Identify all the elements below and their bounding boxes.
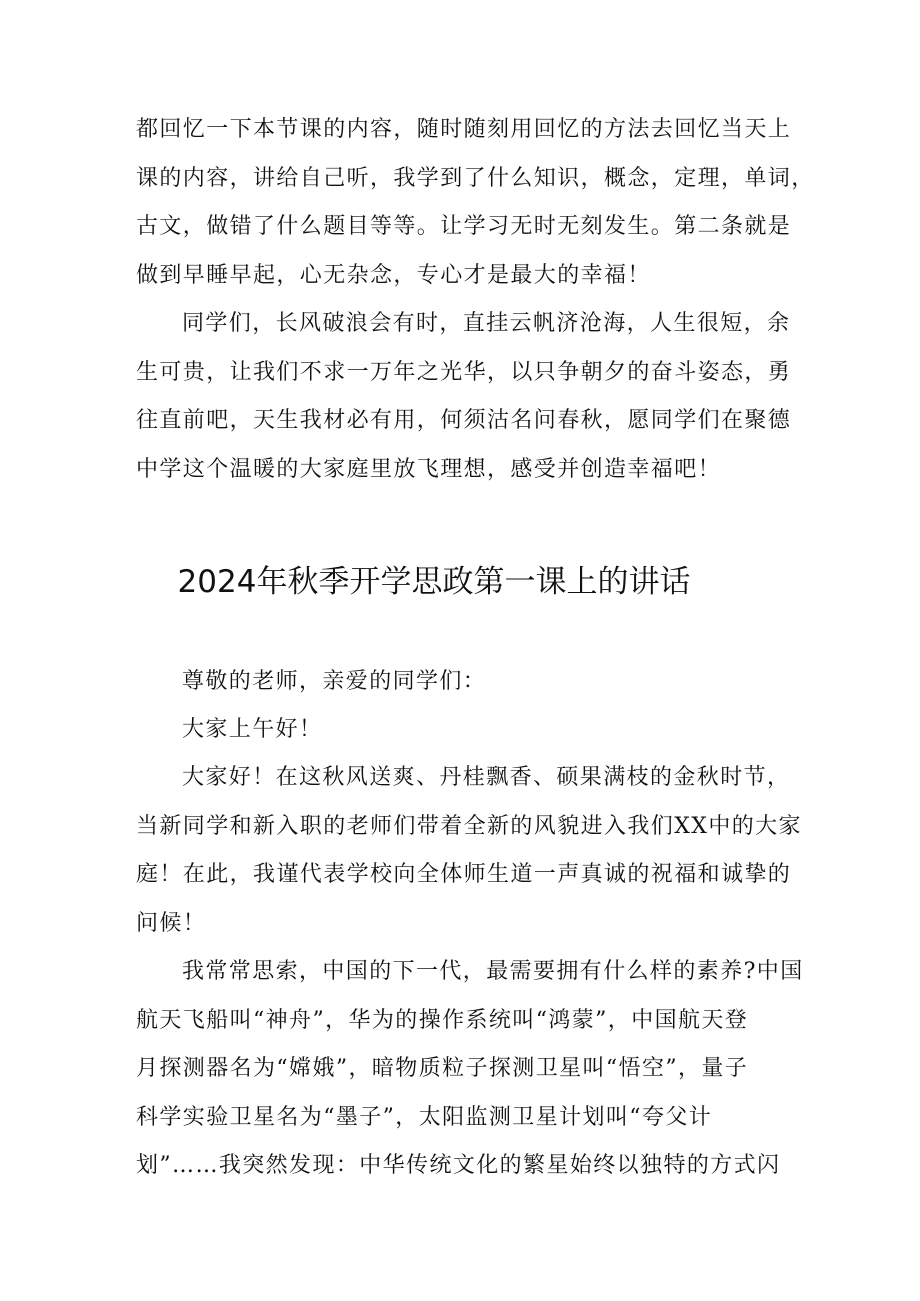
paragraph-line: 月探测器名为“嫦娥”，暗物质粒子探测卫星叫“悟空”，量子 [136,1056,749,1081]
paragraph-line: 做到早睡早起，心无杂念，专心才是最大的幸福！ [136,262,651,288]
paragraph-line: 都回忆一下本节课的内容，随时随刻用回忆的方法去回忆当天上 [136,117,792,142]
paragraph-line: 大家好！在这秋风送爽、丹桂飘香、硕果满枝的金秋时节， [182,765,791,790]
greeting-text: 大家上午好！ [182,717,323,742]
salutation-text: 尊敬的老师，亲爱的同学们： [182,669,487,694]
greeting-paragraph [136,706,788,755]
paragraph-line: 问候！ [136,910,207,936]
paragraph-line: 划”……我突然发现：中华传统文化的繁星始终以独特的方式闪 [136,1153,781,1178]
paragraph-line: 生可贵，让我们不求一万年之光华，以只争朝夕的奋斗姿态，勇 [136,359,792,385]
paragraph-line: 科学实验卫星名为“墨子”，太阳监测卫星计划叫“夸父计 [136,1104,713,1130]
paragraph-line: 航天飞船叫“神舟”，华为的操作系统叫“鸿蒙”，中国航天登 [136,1007,749,1033]
paragraph-line: 往直前吧，天生我材必有用，何须沽名问春秋，愿同学们在聚德 [136,408,792,433]
paragraph-line: 当新同学和新入职的老师们带着全新的风貌进入我们XX中的大家 [136,813,802,839]
closing-paragraph [136,300,792,494]
page-title: 2024年秋季开学思政第一课上的讲话 [177,564,691,600]
salutation-paragraph [136,658,788,707]
continuation-paragraph [136,106,815,300]
paragraph-line: 同学们，长风破浪会有时，直挂云帆济沧海，人生很短，余 [182,311,791,336]
paragraph-line: 我常常思索，中国的下一代，最需要拥有什么样的素养?中国 [182,959,804,984]
intro-paragraph [136,754,802,948]
reflection-paragraph [136,948,804,1191]
paragraph-line: 庭！在此，我谨代表学校向全体师生道一声真诚的祝福和诚挚的 [136,862,792,887]
paragraph-line: 课的内容，讲给自己听，我学到了什么知识，概念，定理，单词， [136,165,815,191]
paragraph-line: 中学这个温暖的大家庭里放飞理想，感受并创造幸福吧！ [136,456,722,482]
paragraph-line: 古文，做错了什么题目等等。让学习无时无刻发生。第二条就是 [136,214,792,239]
